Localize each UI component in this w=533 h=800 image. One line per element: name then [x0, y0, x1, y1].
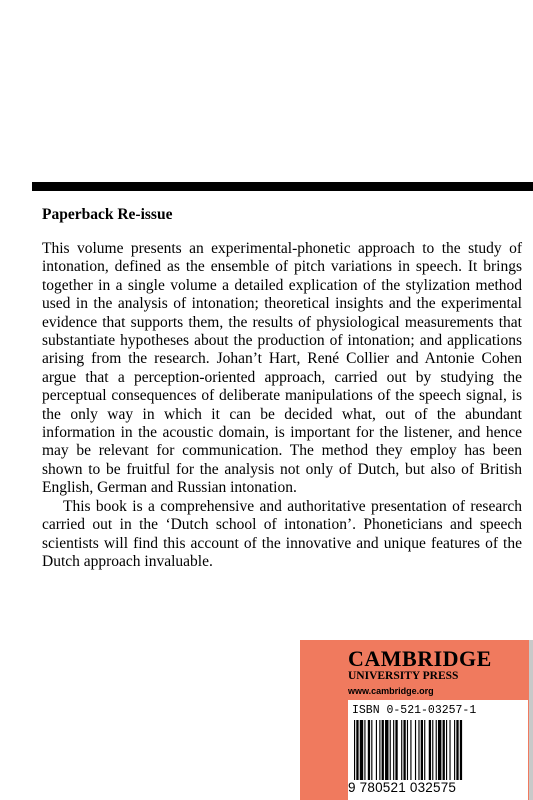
barcode-bar: [356, 720, 358, 780]
barcode-bar: [454, 720, 455, 780]
barcode-bar: [438, 720, 441, 780]
barcode-bar: [421, 720, 423, 780]
barcode-bar: [418, 720, 419, 780]
barcode-bar: [407, 720, 408, 780]
barcode-icon: [352, 720, 520, 780]
publisher-block: [300, 640, 533, 800]
barcode-bar: [449, 720, 450, 780]
barcode-bar: [415, 720, 416, 780]
barcode-bar: [395, 720, 397, 780]
barcode-bar: [456, 720, 458, 780]
barcode-bar: [354, 720, 355, 780]
publisher-logo-name: CAMBRIDGE: [348, 646, 492, 671]
blurb-paragraph-2: This book is a comprehensive and authoritative presentation of research carried out in the ‘Dutch school of intonation’. Phoneticians and speech scientists will find this account of the innovative and unique features of the Dutch approach invaluable.: [42, 497, 522, 570]
blurb-paragraph-1: This volume presents an experimental-phonetic approach to the study of intonation, defined as the ensemble of pitch variations in speech. It brings together in a single volume a detailed explication of the stylization method used in the analysis of intonation; theoretical insights and the experimental evidence that supports them, the results of physiological measurements that substantiate hypotheses about the production of intonation; and applications arising from the research. Johan’t Hart, René Collier and Antonie Cohen argue that a perception-oriented approach, carried out by studying the perceptual consequences of deliberate manipulations of the speech signal, is the only way in which it can be decided what, out of the abundant information in the acoustic domain, is important for the listener, and hence may be relevant for communication. The method they employ has been shown to be fruitful for the analysis not only of Dutch, but also of British English, German and Russian intonation.: [42, 240, 522, 497]
barcode-bar: [436, 720, 437, 780]
top-rule: [32, 182, 533, 191]
isbn-label: ISBN 0-521-03257-1: [352, 704, 477, 717]
barcode-bar: [385, 720, 388, 780]
barcode-bar: [393, 720, 394, 780]
blurb: [42, 240, 522, 571]
barcode-bar: [432, 720, 433, 780]
barcode-bar: [401, 720, 402, 780]
barcode-bar: [360, 720, 363, 780]
barcode-bar: [403, 720, 405, 780]
barcode-bar: [446, 720, 447, 780]
barcode-bar: [376, 720, 377, 780]
section-heading: Paperback Re-issue: [42, 206, 173, 223]
barcode-panel: [348, 700, 528, 800]
barcode-bar: [364, 720, 365, 780]
barcode-bar: [460, 720, 462, 780]
barcode-bar: [424, 720, 425, 780]
barcode-bar: [443, 720, 445, 780]
barcode-bar: [410, 720, 411, 780]
page-edge-shadow: [529, 640, 533, 800]
publisher-subtitle: UNIVERSITY PRESS: [348, 670, 459, 682]
barcode-bar: [371, 720, 372, 780]
barcode-bar: [379, 720, 380, 780]
barcode-bar: [429, 720, 431, 780]
publisher-url: www.cambridge.org: [348, 686, 434, 696]
barcode-bar: [382, 720, 384, 780]
barcode-bar: [368, 720, 370, 780]
barcode-digits: 9 780521 032575: [348, 780, 457, 795]
barcode-bar: [390, 720, 391, 780]
